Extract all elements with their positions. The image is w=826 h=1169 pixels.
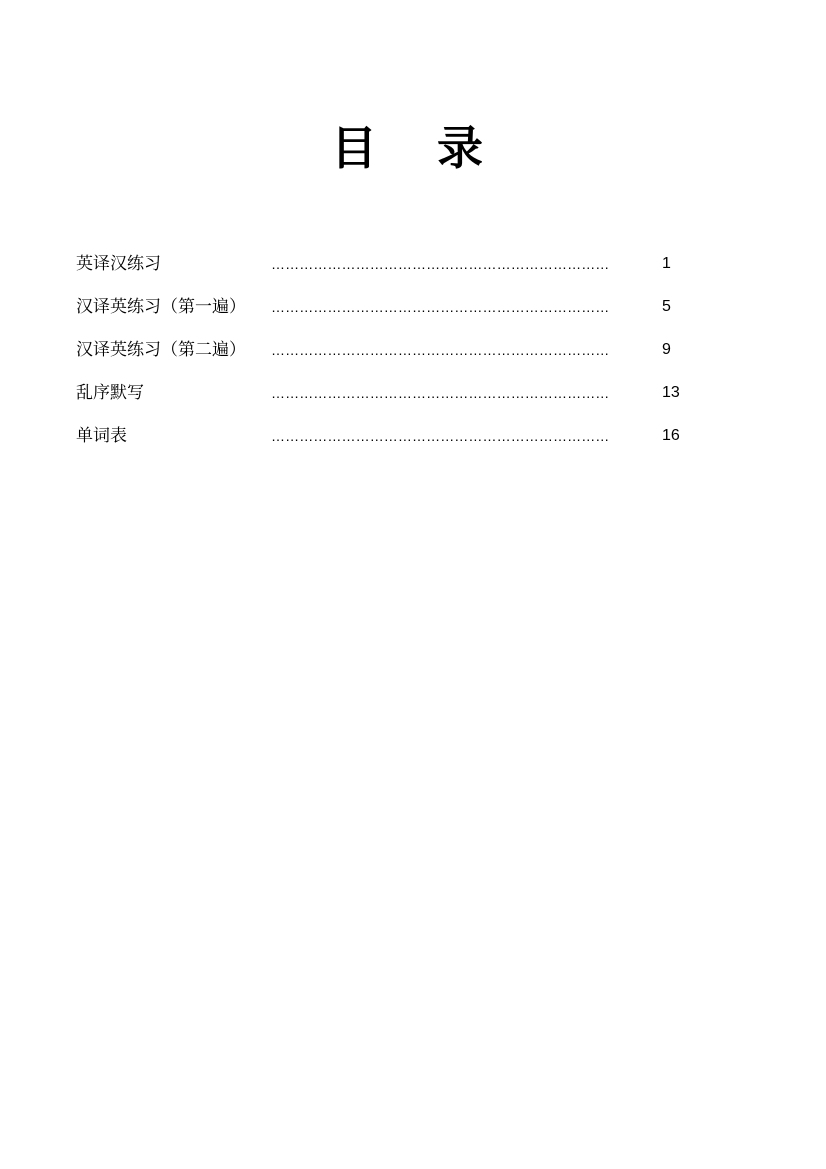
toc-entry-vocabulary-list[interactable] — [76, 422, 716, 465]
toc-dot-leader: ……………………………………………………………… — [271, 342, 610, 358]
toc-dot-leader: ……………………………………………………………… — [271, 299, 610, 315]
toc-entry-random-dictation[interactable] — [76, 379, 716, 422]
toc-page-number: 13 — [662, 384, 680, 401]
page-title: 目 录 — [330, 121, 505, 175]
toc-entry-label: 汉译英练习（第二遍） — [76, 340, 246, 360]
toc-page-number: 1 — [662, 255, 671, 272]
toc-page-number: 16 — [662, 427, 680, 444]
toc-page-number: 9 — [662, 341, 671, 358]
toc-entry-label: 汉译英练习（第一遍） — [76, 297, 246, 317]
toc-entry-chinese-to-english-second[interactable] — [76, 336, 716, 379]
toc-entry-label: 单词表 — [76, 426, 127, 446]
toc-entry-chinese-to-english-first[interactable] — [76, 293, 716, 336]
toc-entry-label: 乱序默写 — [76, 383, 144, 403]
toc-page-number: 5 — [662, 298, 671, 315]
toc-entry-english-to-chinese[interactable] — [76, 250, 716, 293]
toc-dot-leader: ……………………………………………………………… — [271, 385, 610, 401]
toc-dot-leader: ……………………………………………………………… — [271, 428, 610, 444]
table-of-contents — [76, 250, 716, 465]
toc-dot-leader: ……………………………………………………………… — [271, 256, 610, 272]
toc-entry-label: 英译汉练习 — [76, 254, 161, 274]
